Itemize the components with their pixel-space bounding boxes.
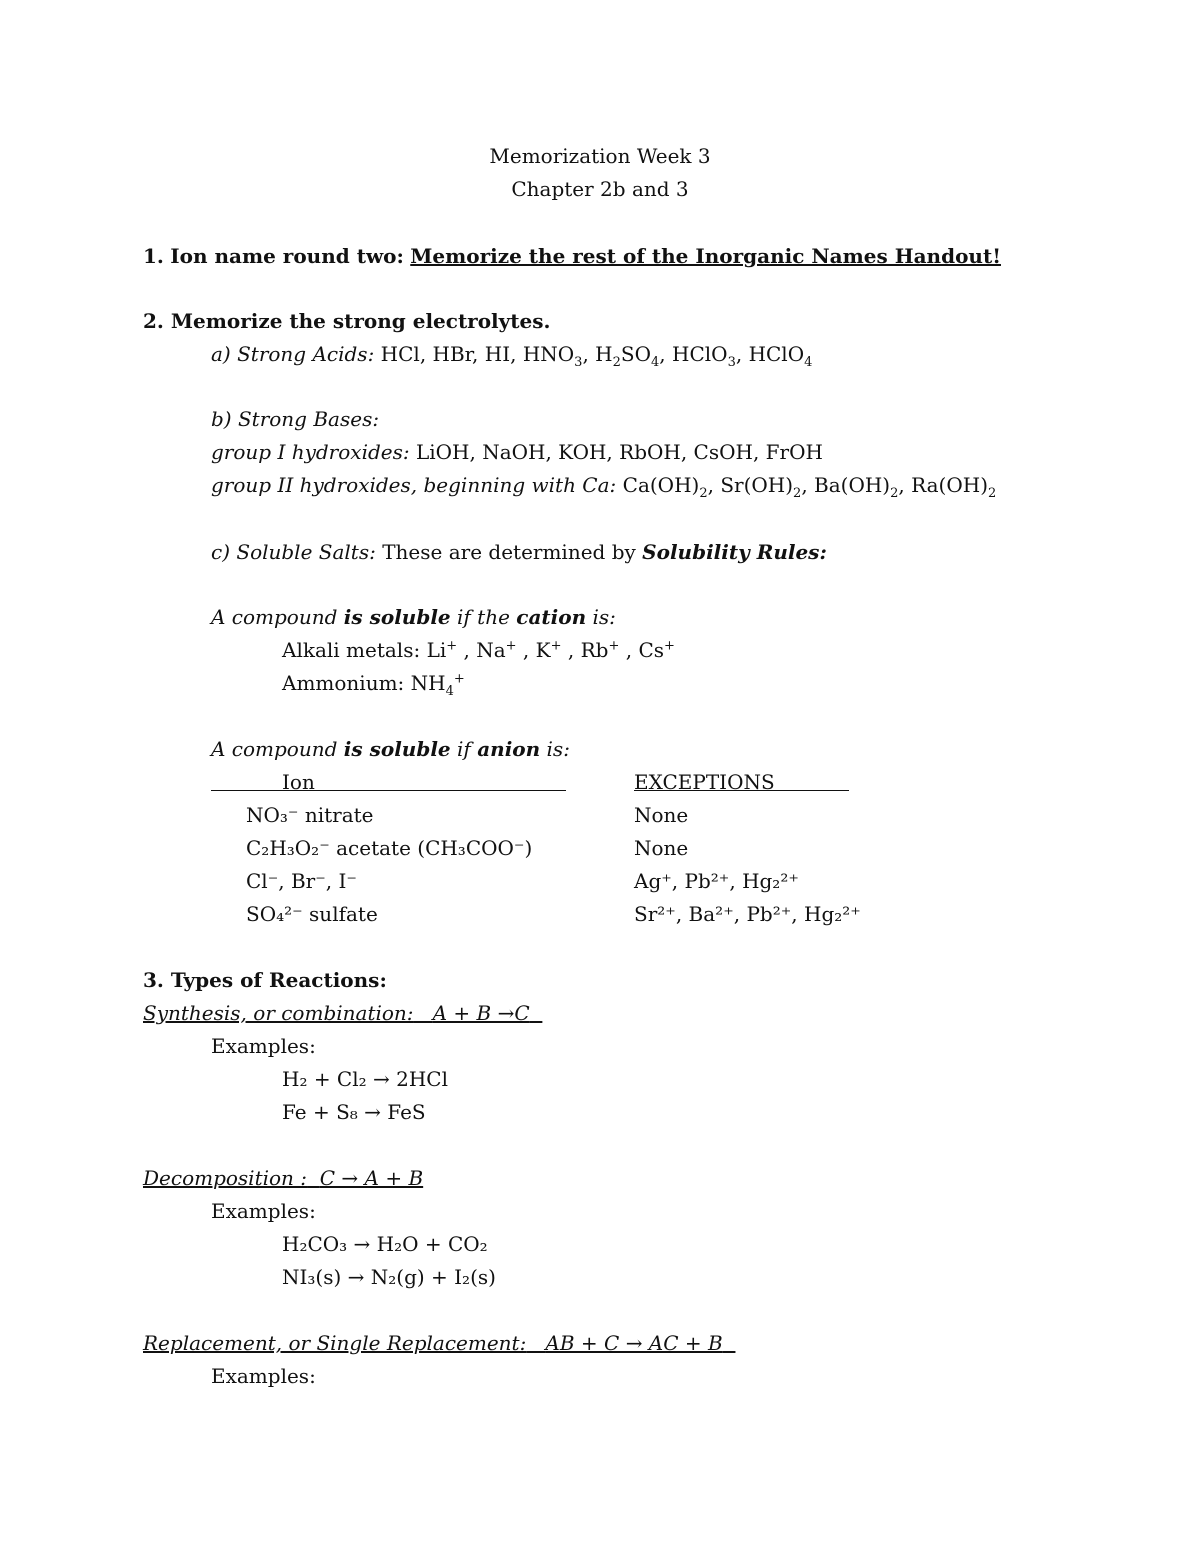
synthesis-example: H₂ + Cl₂ → 2HCl bbox=[282, 1067, 448, 1091]
strong-acids-list: HCl, HBr, HI, $HNO_3$, $H_2SO_4$, HClO$_3$, HClO$_4$ bbox=[380, 342, 813, 370]
decomposition-examples-label: Examples: bbox=[211, 1199, 316, 1223]
table-row-exceptions: Sr²⁺, Ba²⁺, Pb²⁺, Hg₂²⁺ bbox=[634, 902, 861, 926]
group-2-line bbox=[211, 473, 997, 501]
group-1-label: group I hydroxides: bbox=[211, 440, 410, 464]
replacement-label: Replacement, or Single Replacement: bbox=[143, 1331, 527, 1355]
group-2-list: $Ca(OH)_2$, $Sr(OH)_2$, $Ba(OH)_2$, $Ra(OH)_2$ bbox=[622, 473, 997, 501]
section-1-emphasis: Memorize the rest of the Inorganic Names Handout! bbox=[410, 244, 1001, 268]
synthesis-examples-label: Examples: bbox=[211, 1034, 316, 1058]
anion-rule-a: A compound bbox=[211, 737, 338, 761]
soluble-salts-line bbox=[211, 540, 827, 564]
synthesis-example: Fe + S₈ → FeS bbox=[282, 1100, 426, 1124]
page-subtitle: Chapter 2b and 3 bbox=[511, 177, 689, 201]
cation-rule-e: is: bbox=[592, 605, 616, 629]
group-1-list: LiOH, NaOH, KOH, RbOH, CsOH, FrOH bbox=[415, 440, 823, 464]
synthesis-label: Synthesis, or combination: bbox=[143, 1001, 414, 1025]
strong-acids-label: a) Strong Acids: bbox=[211, 342, 375, 366]
strong-bases-label: b) Strong Bases: bbox=[211, 407, 380, 431]
acid-formula: HCl bbox=[380, 342, 420, 366]
section-1-number: 1. bbox=[143, 244, 164, 268]
cation-formula: Cs+ bbox=[638, 638, 675, 662]
table-row-ion: C₂H₃O₂⁻ acetate (CH₃COO⁻) bbox=[246, 836, 533, 860]
acid-formula: HBr bbox=[432, 342, 473, 366]
cation-formula: Na+ bbox=[476, 638, 517, 662]
col-exceptions-underline bbox=[634, 790, 849, 791]
cation-rule-a: A compound bbox=[211, 605, 338, 629]
anion-rule-b: is soluble bbox=[343, 737, 451, 761]
page-title: Memorization Week 3 bbox=[489, 144, 711, 168]
replacement-scheme: AB + C → AC + B bbox=[545, 1331, 723, 1355]
decomposition-line bbox=[143, 1166, 423, 1190]
table-row-ion: Cl⁻, Br⁻, I⁻ bbox=[246, 869, 357, 893]
acid-formula: HClO$_4$ bbox=[748, 342, 813, 370]
alkali-metals-line bbox=[282, 638, 675, 662]
base-formula: $Sr(OH)_2$ bbox=[720, 473, 802, 501]
ammonium-line bbox=[282, 671, 465, 699]
table-row-exceptions: None bbox=[634, 836, 689, 860]
anion-rule-e: is: bbox=[546, 737, 570, 761]
ammonium-label: Ammonium: bbox=[282, 671, 405, 695]
col-header-exceptions: EXCEPTIONS bbox=[634, 770, 775, 794]
group-1-line bbox=[211, 440, 823, 464]
ammonium-formula bbox=[410, 671, 465, 699]
base-formula: $Ba(OH)_2$ bbox=[814, 473, 899, 501]
section-1-label: Ion name round two: bbox=[170, 244, 404, 268]
acid-formula: HI bbox=[484, 342, 511, 366]
cation-rule-d: cation bbox=[516, 605, 587, 629]
table-row-ion: SO₄²⁻ sulfate bbox=[246, 902, 378, 926]
decomposition-scheme: C → A + B bbox=[319, 1166, 424, 1190]
table-row-ion: NO₃⁻ nitrate bbox=[246, 803, 374, 827]
synthesis-line bbox=[143, 1001, 542, 1025]
decomposition-example: H₂CO₃ → H₂O + CO₂ bbox=[282, 1232, 488, 1256]
table-row-exceptions: None bbox=[634, 803, 689, 827]
col-ion-underline bbox=[211, 790, 566, 791]
decomposition-label: Decomposition : bbox=[143, 1166, 308, 1190]
col-header-ion: Ion bbox=[282, 770, 315, 794]
cation-formula: Rb+ bbox=[580, 638, 620, 662]
table-row-exceptions: Ag⁺, Pb²⁺, Hg₂²⁺ bbox=[634, 869, 799, 893]
base-formula: $Ra(OH)_2$ bbox=[911, 473, 997, 501]
synthesis-scheme: A + B →C bbox=[432, 1001, 530, 1025]
cation-formula: K+ bbox=[535, 638, 562, 662]
section-1-line bbox=[143, 244, 1001, 268]
cation-rule-b: is soluble bbox=[343, 605, 451, 629]
soluble-salts-text: These are determined by bbox=[382, 540, 636, 564]
cation-rule-line bbox=[211, 605, 616, 629]
solubility-rules-label: Solubility Rules: bbox=[642, 540, 827, 564]
section-3-heading: 3. Types of Reactions: bbox=[143, 968, 387, 992]
base-formula: $Ca(OH)_2$ bbox=[622, 473, 708, 501]
alkali-metals-label: Alkali metals: bbox=[282, 638, 421, 662]
section-2-heading: 2. Memorize the strong electrolytes. bbox=[143, 309, 551, 333]
cation-rule-c: if the bbox=[457, 605, 510, 629]
cation-formula: Li+ bbox=[426, 638, 458, 662]
ammonium-formula: $NH_4^+$ bbox=[410, 671, 465, 699]
decomposition-example: NI₃(s) → N₂(g) + I₂(s) bbox=[282, 1265, 496, 1289]
soluble-salts-label: c) Soluble Salts: bbox=[211, 540, 376, 564]
replacement-line bbox=[143, 1331, 735, 1355]
acid-formula: $HNO_3$ bbox=[522, 342, 583, 370]
acid-formula: $H_2SO_4$ bbox=[595, 342, 660, 370]
replacement-examples-label: Examples: bbox=[211, 1364, 316, 1388]
group-2-label: group II hydroxides, beginning with Ca: bbox=[211, 473, 617, 497]
alkali-metals-list: Li+ , Na+ , K+ , Rb+ , Cs+ bbox=[426, 638, 675, 662]
strong-acids-line bbox=[211, 342, 813, 370]
anion-rule-line bbox=[211, 737, 570, 761]
acid-formula: HClO$_3$ bbox=[672, 342, 736, 370]
anion-rule-d: anion bbox=[477, 737, 541, 761]
anion-rule-c: if bbox=[457, 737, 471, 761]
